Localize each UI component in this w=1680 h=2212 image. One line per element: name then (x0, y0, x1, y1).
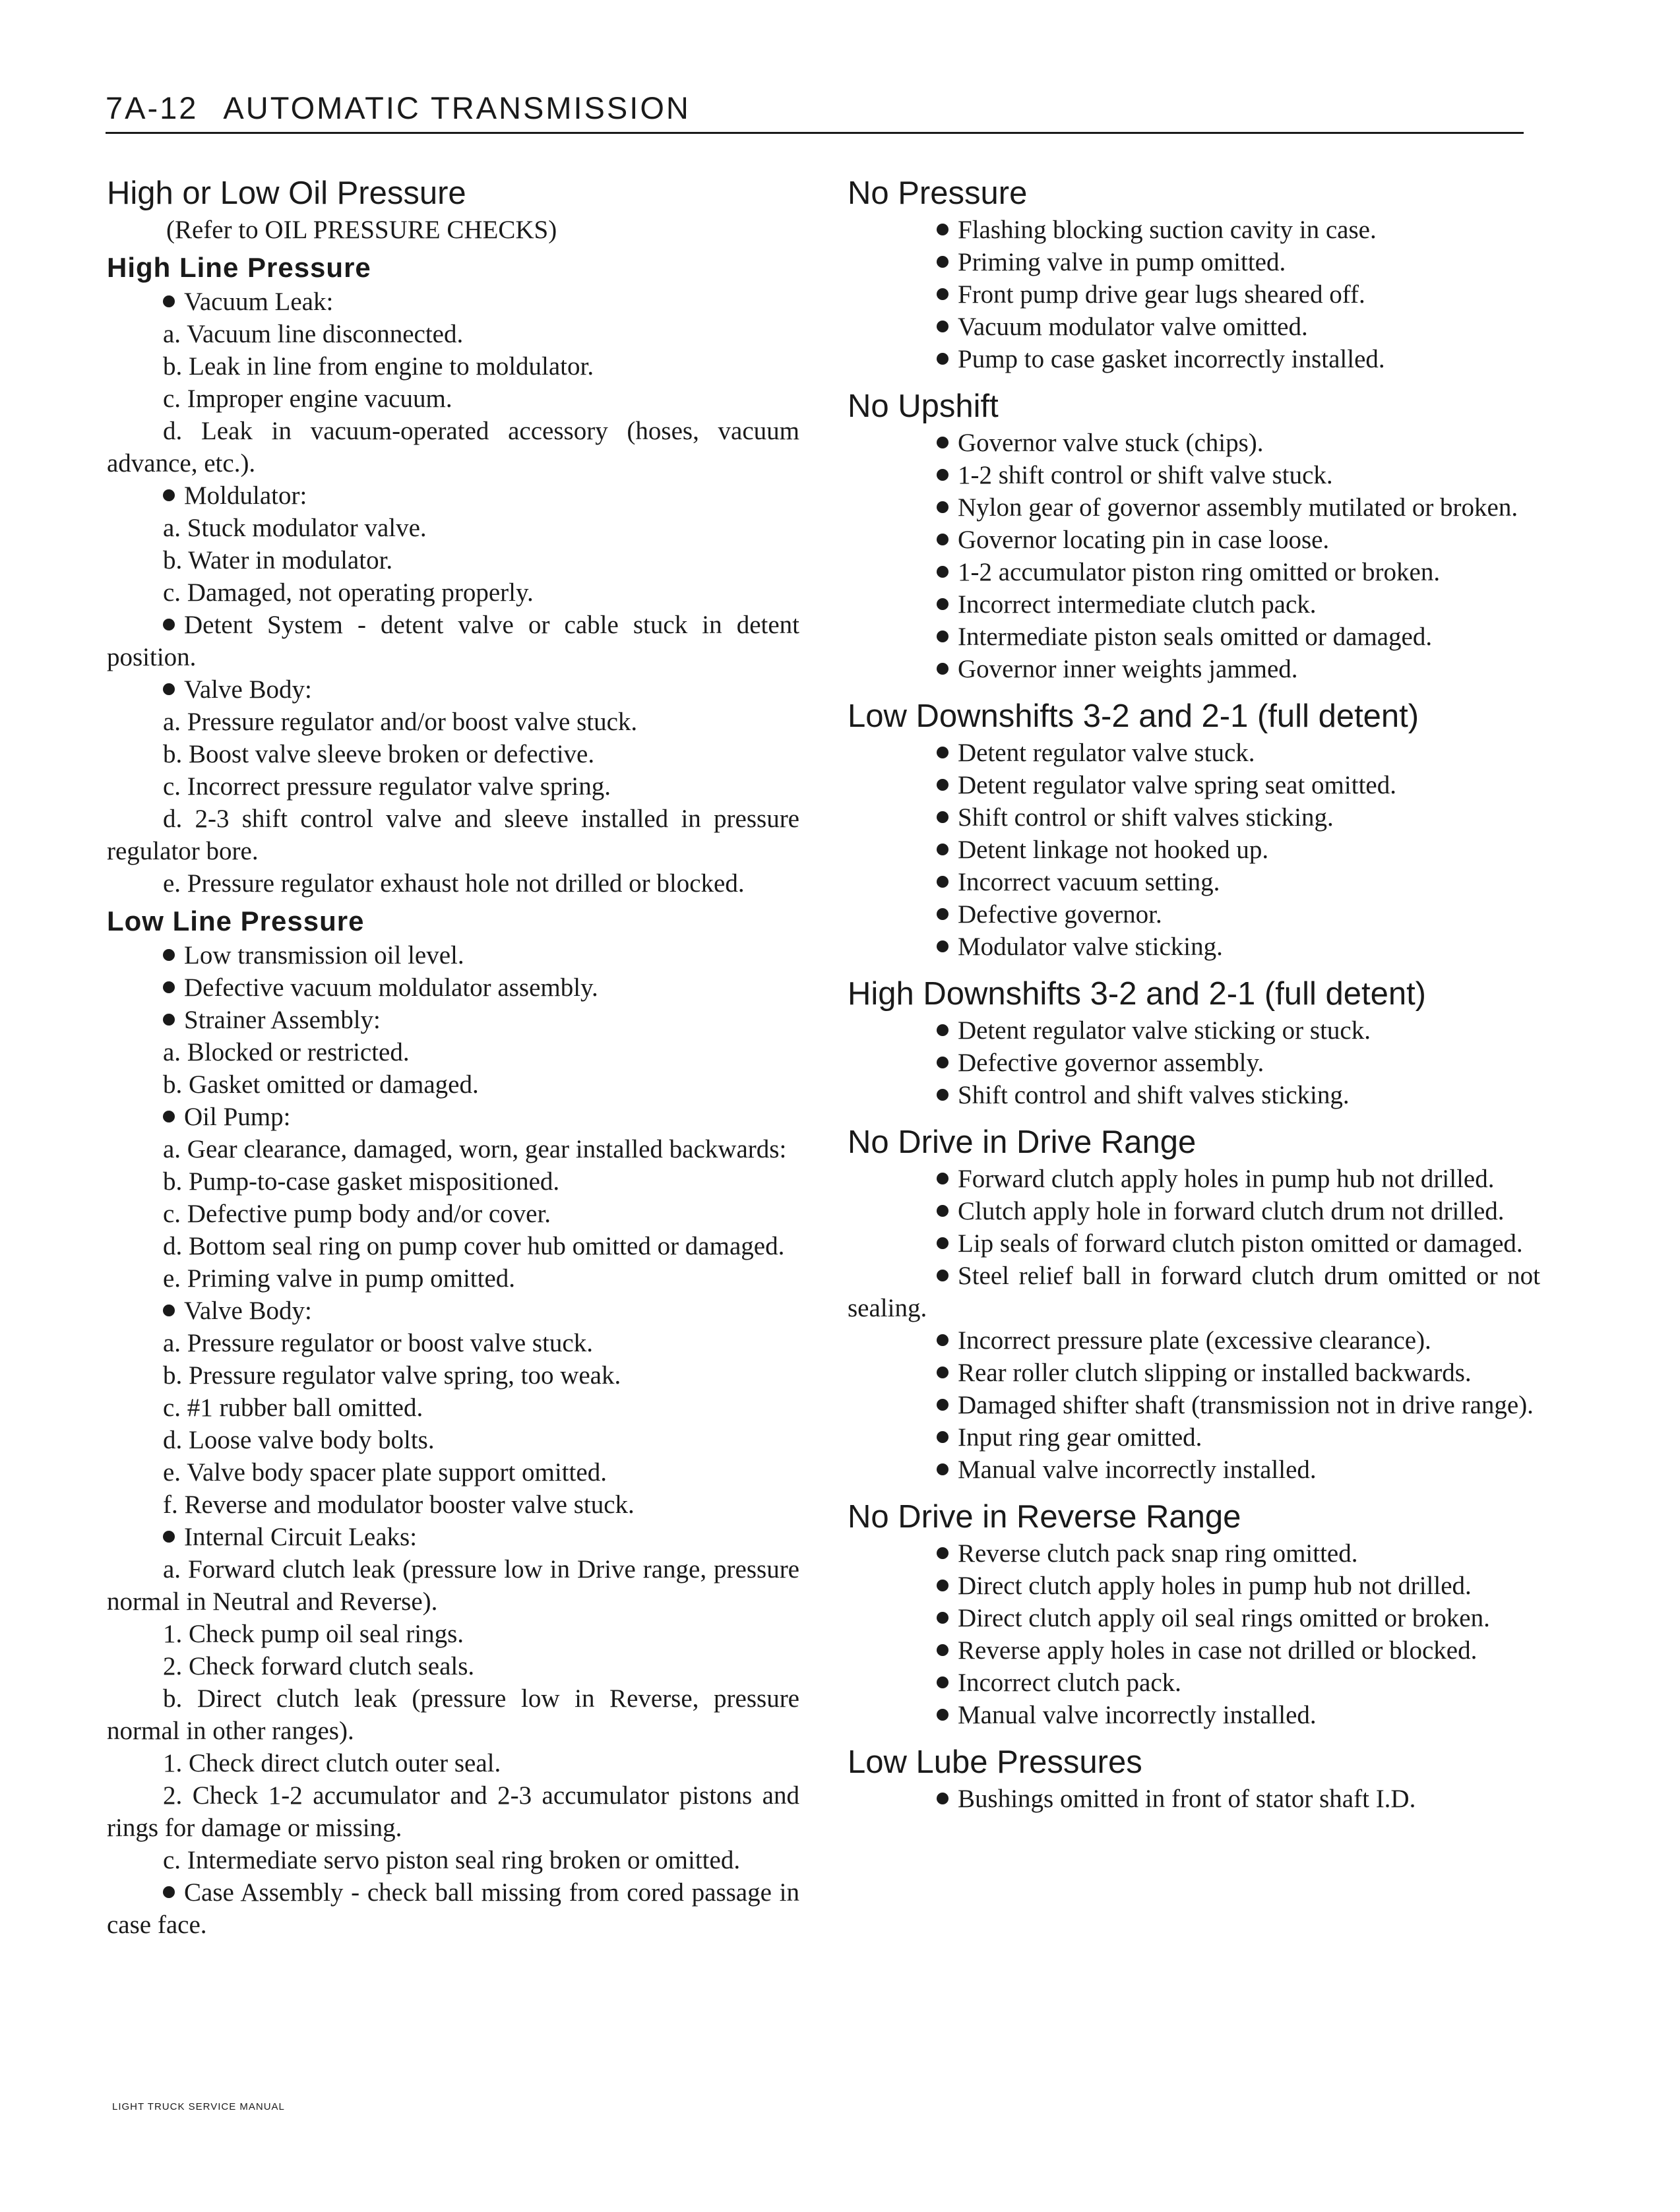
bullet-item (848, 1454, 1540, 1486)
bullet-text: Vacuum modulator valve omitted. (958, 313, 1308, 341)
bullet-icon (937, 747, 949, 758)
sub-item: a. Vacuum line disconnected. (163, 320, 464, 348)
bullet-icon (937, 534, 949, 545)
footer: LIGHT TRUCK SERVICE MANUAL (112, 2101, 285, 2112)
reference-note: (Refer to OIL PRESSURE CHECKS) (166, 216, 557, 244)
bullet-icon (163, 295, 175, 307)
bullet-item (848, 898, 1540, 931)
bullet-item (848, 769, 1540, 801)
bullet-item (848, 524, 1540, 556)
bullet-icon (937, 1089, 949, 1101)
bullet-text: Manual valve incorrectly installed. (958, 1456, 1317, 1484)
sub-item: b. Water in modulator. (163, 546, 393, 574)
page-header (106, 90, 1524, 126)
bullet-icon (937, 1205, 949, 1217)
bullet-item (848, 834, 1540, 866)
bullet-text: Reverse clutch pack snap ring omitted. (958, 1539, 1358, 1568)
bullet-icon (937, 1644, 949, 1656)
bullet-icon (163, 981, 175, 993)
sub-item: a. Blocked or restricted. (163, 1038, 410, 1066)
bullet-icon (163, 949, 175, 961)
bullet-text: 1-2 shift control or shift valve stuck. (958, 461, 1333, 489)
bullet-icon (937, 1709, 949, 1721)
bullet-icon (937, 1057, 949, 1068)
sub-item: a. Gear clearance, damaged, worn, gear installed backwards: (163, 1135, 787, 1163)
list-no-drive (848, 1163, 1540, 1486)
bullet-text: Governor inner weights jammed. (958, 655, 1298, 683)
bullet-text: Governor locating pin in case loose. (958, 526, 1330, 554)
bullet-text: Direct clutch apply holes in pump hub not drilled. (958, 1572, 1472, 1600)
bullet-text: Lip seals of forward clutch piston omitted or damaged. (958, 1229, 1523, 1258)
section-title: No Drive in Reverse Range (848, 1499, 1241, 1535)
bullet-text: Bushings omitted in front of stator shaft I.D. (958, 1785, 1416, 1813)
bullet-text: Incorrect clutch pack. (958, 1669, 1181, 1697)
sub-item: b. Pump-to-case gasket mispositioned. (163, 1167, 560, 1196)
bullet-text: Detent linkage not hooked up. (958, 836, 1269, 864)
bullet-text: Defective governor assembly. (958, 1049, 1264, 1077)
bullet-text: Priming valve in pump omitted. (958, 248, 1286, 276)
bullet-item (848, 427, 1540, 459)
bullet-icon (163, 489, 175, 501)
bullet-icon (937, 1431, 949, 1443)
section-title: No Upshift (848, 388, 999, 424)
bullet-item: Detent System - detent valve or cable stuck in detent position. (107, 611, 799, 671)
bullet-text: Clutch apply hole in forward clutch drum not drilled. (958, 1197, 1505, 1225)
bullet-item (848, 278, 1540, 311)
bullet-text: Reverse apply holes in case not drilled or blocked. (958, 1636, 1478, 1665)
bullet-item (848, 1014, 1540, 1047)
bullet-icon (937, 908, 949, 920)
bullet-item (848, 588, 1540, 621)
bullet-text: Defective governor. (958, 900, 1162, 929)
sub-item: a. Forward clutch leak (pressure low in Drive range, pressure normal in Neutral and Reverse). (107, 1555, 799, 1616)
bullet-icon (163, 683, 175, 695)
bullet-icon (937, 876, 949, 888)
bullet-icon (937, 256, 949, 268)
bullet-item: Case Assembly - check ball missing from cored passage in case face. (107, 1878, 799, 1939)
subsection-title: Low Line Pressure (107, 906, 365, 937)
bullet-item (848, 491, 1540, 524)
sub-item: a. Pressure regulator or boost valve stuck. (163, 1329, 593, 1357)
bullet-icon (937, 1367, 949, 1378)
sub-item: 1. Check direct clutch outer seal. (163, 1749, 501, 1777)
bullet-icon (937, 1334, 949, 1346)
bullet-item (848, 931, 1540, 963)
bullet-text: Incorrect pressure plate (excessive clearance). (958, 1326, 1431, 1355)
bullet-icon (937, 663, 949, 675)
bullet-icon (937, 598, 949, 610)
bullet-icon (163, 619, 175, 630)
right-column (848, 173, 1540, 1815)
bullet-text: Intermediate piston seals omitted or damaged. (958, 623, 1433, 651)
bullet-item (848, 737, 1540, 769)
bullet-icon (937, 1173, 949, 1184)
left-column (107, 173, 799, 1941)
bullet-text: Steel relief ball in forward clutch drum omitted or not sealing. (848, 1262, 1540, 1322)
bullet-text: Shift control or shift valves sticking. (958, 803, 1334, 832)
sub-item: e. Priming valve in pump omitted. (163, 1264, 516, 1293)
bullet-item: Vacuum Leak: (107, 286, 799, 318)
sub-item: c. Improper engine vacuum. (163, 384, 452, 413)
sub-item: e. Valve body spacer plate support omitted. (163, 1458, 607, 1487)
bullet-text: Front pump drive gear lugs sheared off. (958, 280, 1365, 309)
sub-item: b. Boost valve sleeve broken or defective. (163, 740, 595, 768)
bullet-icon (937, 1237, 949, 1249)
bullet-icon (937, 288, 949, 300)
sub-item: b. Pressure regulator valve spring, too weak. (163, 1361, 621, 1390)
bullet-icon (937, 1270, 949, 1281)
bullet-item (848, 1389, 1540, 1421)
bullet-item (848, 556, 1540, 588)
bullet-text: Modulator valve sticking. (958, 933, 1223, 961)
bullet-icon (937, 224, 949, 235)
bullet-icon (937, 1676, 949, 1688)
bullet-icon (937, 469, 949, 481)
sub-item: b. Leak in line from engine to moldulator. (163, 352, 594, 381)
bullet-item (848, 1537, 1540, 1570)
list-low-lube (848, 1783, 1540, 1815)
bullet-text: Nylon gear of governor assembly mutilated or broken. (958, 493, 1518, 522)
bullet-icon (937, 1024, 949, 1036)
bullet-item (848, 801, 1540, 834)
bullet-text: Shift control and shift valves sticking. (958, 1081, 1350, 1109)
bullet-item: Low transmission oil level. (107, 939, 799, 971)
bullet-item (848, 1699, 1540, 1731)
sub-item: a. Pressure regulator and/or boost valve stuck. (163, 708, 638, 736)
bullet-item (848, 1227, 1540, 1260)
bullet-text: Input ring gear omitted. (958, 1423, 1202, 1452)
bullet-item (848, 621, 1540, 653)
bullet-text: Manual valve incorrectly installed. (958, 1701, 1317, 1729)
bullet-icon (937, 1547, 949, 1559)
section-title: Low Downshifts 3-2 and 2-1 (full detent) (848, 698, 1419, 734)
sub-item: 1. Check pump oil seal rings. (163, 1620, 464, 1648)
bullet-text: Damaged shifter shaft (transmission not in drive range). (958, 1391, 1534, 1419)
bullet-item (848, 1079, 1540, 1111)
list-no-upshift (848, 427, 1540, 685)
bullet-item (848, 343, 1540, 375)
bullet-icon (937, 1612, 949, 1624)
sub-item: d. Bottom seal ring on pump cover hub omitted or damaged. (163, 1232, 785, 1260)
bullet-item: Internal Circuit Leaks: (107, 1521, 799, 1553)
bullet-item (848, 1047, 1540, 1079)
list-no-pressure (848, 214, 1540, 375)
bullet-icon (163, 1014, 175, 1026)
bullet-item: Defective vacuum moldulator assembly. (107, 971, 799, 1004)
bullet-text: Incorrect vacuum setting. (958, 868, 1220, 896)
section-title: No Drive in Drive Range (848, 1124, 1197, 1160)
section-title: Low Lube Pressures (848, 1744, 1142, 1780)
list-no-reverse (848, 1537, 1540, 1731)
sub-item: 2. Check forward clutch seals. (163, 1652, 475, 1680)
bullet-item (848, 311, 1540, 343)
subsection-title: High Line Pressure (107, 252, 371, 283)
bullet-item (848, 1783, 1540, 1815)
bullet-text: Pump to case gasket incorrectly installed. (958, 345, 1385, 373)
bullet-text: Direct clutch apply oil seal rings omitted or broken. (958, 1604, 1490, 1632)
chapter-title: AUTOMATIC TRANSMISSION (223, 90, 691, 125)
list-low-downshifts (848, 737, 1540, 963)
bullet-item (848, 1357, 1540, 1389)
sub-item: b. Gasket omitted or damaged. (163, 1070, 479, 1099)
list-high-downshifts (848, 1014, 1540, 1111)
sub-item: c. Defective pump body and/or cover. (163, 1200, 551, 1228)
bullet-text: Governor valve stuck (chips). (958, 429, 1264, 457)
bullet-item: Valve Body: (107, 1295, 799, 1327)
bullet-text: Detent regulator valve sticking or stuck. (958, 1016, 1371, 1045)
bullet-item (848, 1570, 1540, 1602)
bullet-item (848, 866, 1540, 898)
section-title: No Pressure (848, 175, 1028, 211)
bullet-text: Flashing blocking suction cavity in case. (958, 216, 1377, 244)
sub-item: c. Incorrect pressure regulator valve spring. (163, 772, 611, 801)
bullet-icon (937, 501, 949, 513)
bullet-icon (937, 844, 949, 855)
sub-item: c. #1 rubber ball omitted. (163, 1394, 423, 1422)
bullet-text: Incorrect intermediate clutch pack. (958, 590, 1317, 619)
bullet-icon (937, 630, 949, 642)
bullet-icon (937, 1580, 949, 1591)
bullet-icon (937, 566, 949, 578)
bullet-text: Detent regulator valve stuck. (958, 739, 1255, 767)
sub-item: d. Leak in vacuum-operated accessory (hoses, vacuum advance, etc.). (107, 417, 799, 477)
bullet-icon (163, 1111, 175, 1122)
bullet-icon (937, 437, 949, 448)
bullet-item (848, 1667, 1540, 1699)
bullet-icon (937, 1399, 949, 1411)
bullet-icon (163, 1886, 175, 1898)
bullet-text: Forward clutch apply holes in pump hub not drilled. (958, 1165, 1495, 1193)
bullet-item (848, 214, 1540, 246)
bullet-item (848, 459, 1540, 491)
bullet-item (848, 1421, 1540, 1454)
section-title: High Downshifts 3-2 and 2-1 (full detent) (848, 976, 1426, 1012)
bullet-item (848, 1163, 1540, 1195)
bullet-item: Oil Pump: (107, 1101, 799, 1133)
sub-item: 2. Check 1-2 accumulator and 2-3 accumulator pistons and rings for damage or missing. (107, 1781, 799, 1842)
bullet-icon (937, 321, 949, 332)
sub-item: f. Reverse and modulator booster valve stuck. (163, 1490, 635, 1519)
header-rule (106, 132, 1524, 134)
bullet-icon (163, 1531, 175, 1543)
bullet-icon (163, 1305, 175, 1316)
sub-item: d. 2-3 shift control valve and sleeve installed in pressure regulator bore. (107, 805, 799, 865)
bullet-text: Detent regulator valve spring seat omitted. (958, 771, 1396, 799)
bullet-icon (937, 1793, 949, 1804)
bullet-icon (937, 779, 949, 791)
bullet-text: Rear roller clutch slipping or installed backwards. (958, 1359, 1472, 1387)
bullet-item (848, 653, 1540, 685)
bullet-item (848, 1324, 1540, 1357)
bullet-icon (937, 940, 949, 952)
bullet-icon (937, 353, 949, 365)
bullet-icon (937, 1463, 949, 1475)
sub-item: a. Stuck modulator valve. (163, 514, 427, 542)
sub-item: d. Loose valve body bolts. (163, 1426, 435, 1454)
sub-item: c. Damaged, not operating properly. (163, 578, 534, 607)
sub-item: c. Intermediate servo piston seal ring broken or omitted. (163, 1846, 741, 1874)
bullet-text: 1-2 accumulator piston ring omitted or broken. (958, 558, 1441, 586)
bullet-item (848, 1260, 1540, 1324)
bullet-item: Valve Body: (107, 673, 799, 706)
page-number: 7A-12 (106, 90, 199, 125)
bullet-item (848, 246, 1540, 278)
sub-item: e. Pressure regulator exhaust hole not drilled or blocked. (163, 869, 745, 898)
section-title: High or Low Oil Pressure (107, 175, 466, 211)
bullet-item: Moldulator: (107, 479, 799, 512)
bullet-item (848, 1634, 1540, 1667)
sub-item: b. Direct clutch leak (pressure low in Reverse, pressure normal in other ranges). (107, 1684, 799, 1745)
bullet-item (848, 1195, 1540, 1227)
bullet-icon (937, 811, 949, 823)
bullet-item: Strainer Assembly: (107, 1004, 799, 1036)
bullet-item (848, 1602, 1540, 1634)
